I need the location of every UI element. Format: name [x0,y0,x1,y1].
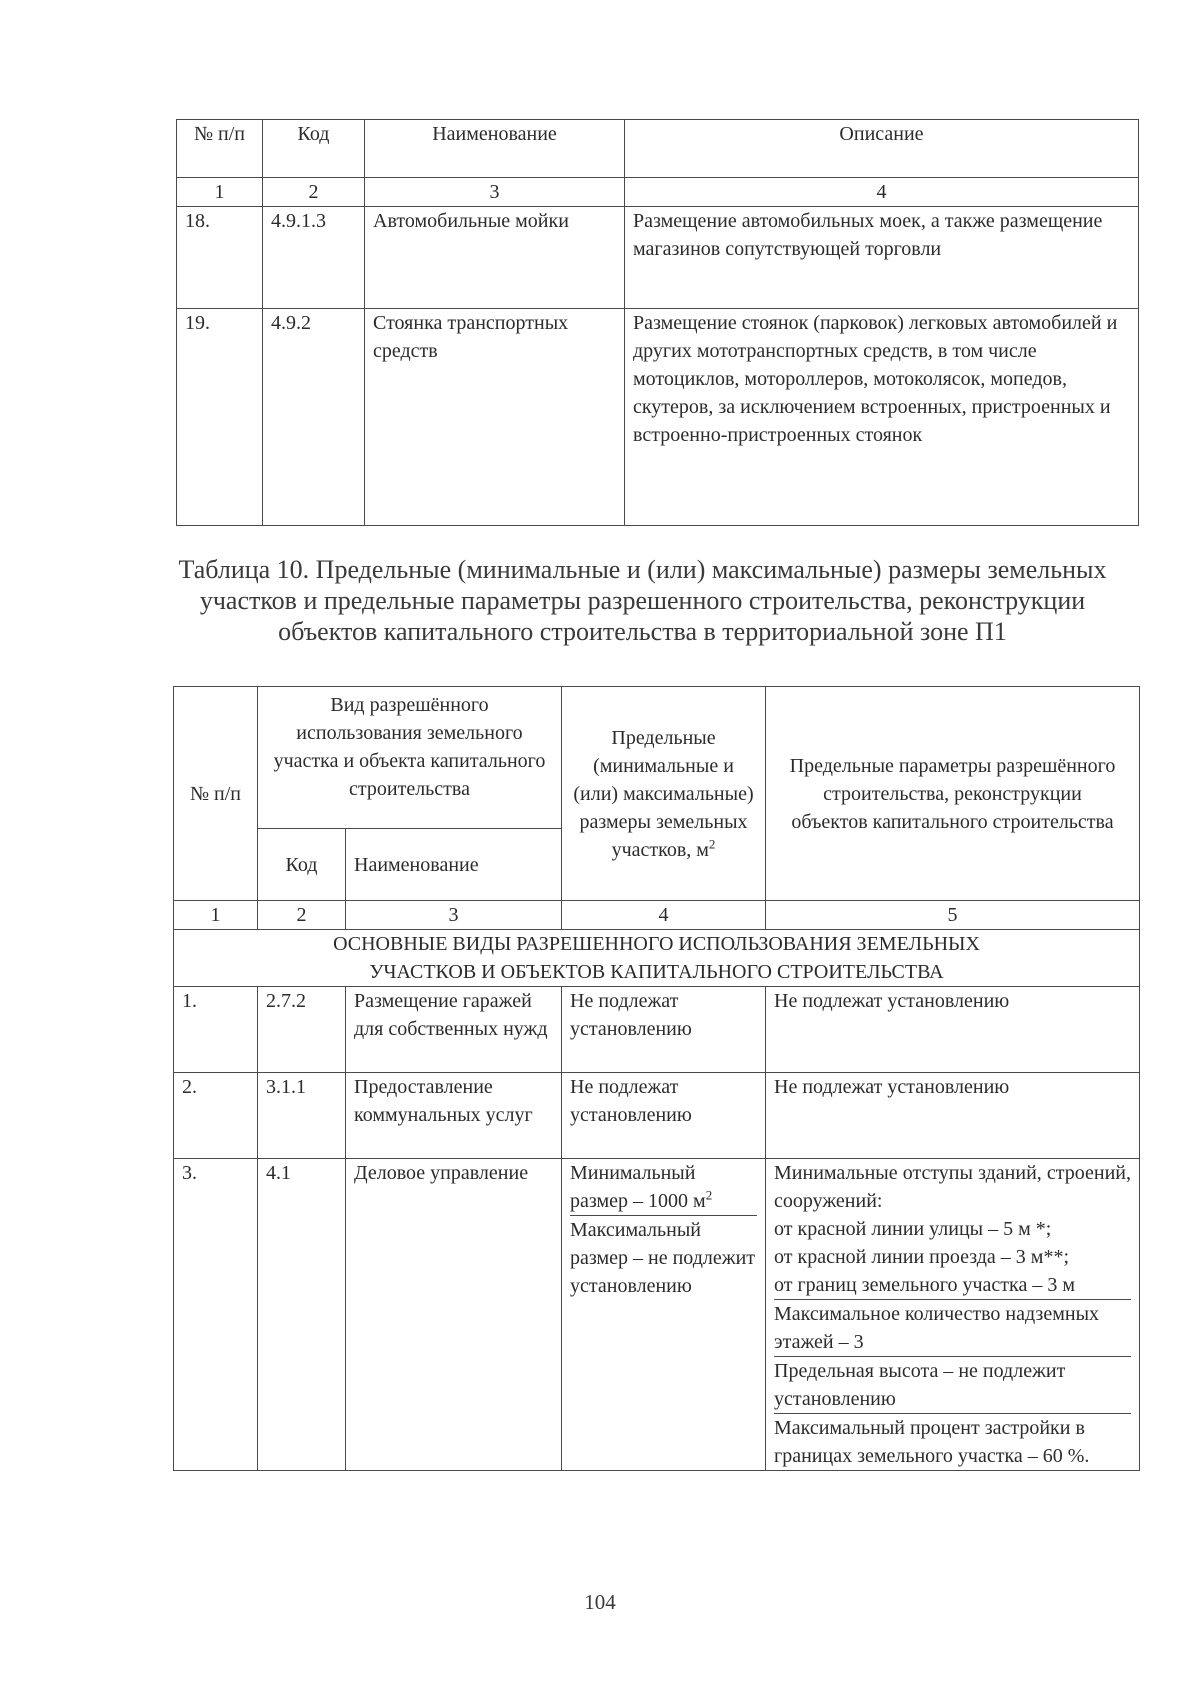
table-caption: Таблица 10. Предельные (минимальные и (или) максимальные) размеры земельных участков и предельные параметры разрешенного строительства, реконструкции объектов капитального строительства в территориальной зоне П1 [178,555,1107,646]
header-num: № п/п [174,687,258,901]
col-number: 4 [562,901,766,930]
table-row [177,207,1139,309]
col-number: 4 [625,178,1139,207]
sizes-subrow [570,1159,757,1216]
table-row [174,1159,1140,1471]
param-setbacks-line: от границ земельного участка – 3 м [774,1274,1075,1296]
row-sizes: Не подлежат установлению [562,1073,766,1159]
land-use-table-continued [176,119,1139,526]
size-max: Максимальный размер – не подлежит установлению [570,1219,756,1297]
limits-table [173,686,1140,1471]
row-num: 1. [174,987,258,1073]
row-num: 3. [174,1159,258,1471]
row-params [766,1159,1140,1471]
row-description: Размещение стоянок (парковок) легковых автомобилей и других мототранспортных средств, в том числе мотоциклов, мотороллеров, мотоколясок, мопедов, скутеров, за исключением встроенных, пристроенных и встроенно-пристроенных стоянок [625,309,1139,526]
table-row [177,309,1139,526]
header-params: Предельные параметры разрешённого строительства, реконструкции объектов капитального строительства [766,687,1140,901]
col-number: 1 [174,901,258,930]
row-code: 4.9.2 [263,309,365,526]
row-params: Не подлежат установлению [766,1073,1140,1159]
table2-header-row [174,687,1140,829]
table-row [174,1073,1140,1159]
table-row [174,987,1140,1073]
row-sizes: Не подлежат установлению [562,987,766,1073]
params-subrow [774,1300,1131,1357]
row-description: Размещение автомобильных моек, а также размещение магазинов сопутствующей торговли [625,207,1139,309]
table1-number-row [177,178,1139,207]
row-code: 4.1 [258,1159,346,1471]
row-name: Автомобильные мойки [365,207,625,309]
header-description: Описание [625,120,1139,178]
col-number: 3 [346,901,562,930]
param-setbacks [774,1159,1131,1300]
page-number: 104 [584,1590,616,1614]
table2-number-row [174,901,1140,930]
size-min-text: Минимальный размер – 1000 м [570,1162,706,1212]
param-setbacks-line: от красной линии улицы – 5 м *; [774,1218,1052,1240]
params-subtable [774,1159,1131,1470]
param-setbacks-line: Минимальные отступы зданий, строений, сооружений: [774,1162,1131,1212]
param-height: Предельная высота – не подлежит установлению [774,1357,1131,1414]
header-code: Код [263,120,365,178]
sizes-subtable [570,1159,757,1300]
col-number: 2 [258,901,346,930]
row-code: 4.9.1.3 [263,207,365,309]
col-number: 2 [263,178,365,207]
col-number: 1 [177,178,263,207]
section-title: ОСНОВНЫЕ ВИДЫ РАЗРЕШЕННОГО ИСПОЛЬЗОВАНИЯ ЗЕМЕЛЬНЫХ УЧАСТКОВ И ОБЪЕКТОВ КАПИТАЛЬНОГО СТРОИТЕЛЬСТВА [174,930,1140,987]
row-params: Не подлежат установлению [766,987,1140,1073]
params-subrow [774,1414,1131,1471]
row-num: 18. [177,207,263,309]
header-num: № п/п [177,120,263,178]
row-name: Предоставление коммунальных услуг [346,1073,562,1159]
section-row [174,930,1140,987]
col-number: 5 [766,901,1140,930]
params-subrow [774,1159,1131,1300]
header-sizes-sup: 2 [708,835,716,851]
row-num: 2. [174,1073,258,1159]
header-use-type: Вид разрешённого использования земельного участка и объекта капитального строительства [258,687,562,829]
row-code: 2.7.2 [258,987,346,1073]
row-name: Размещение гаражей для собственных нужд [346,987,562,1073]
header-name: Наименование [346,829,562,901]
row-name: Стоянка транспортных средств [365,309,625,526]
row-code: 3.1.1 [258,1073,346,1159]
row-name: Деловое управление [346,1159,562,1471]
header-sizes-text: Предельные (минимальные и (или) максимальные) размеры земельных участков, м [573,726,754,861]
table1-header-row [177,120,1139,178]
col-number: 3 [365,178,625,207]
param-setbacks-line: от красной линии проезда – 3 м**; [774,1246,1070,1268]
size-min-sup: 2 [705,1187,713,1203]
params-subrow [774,1357,1131,1414]
param-floors: Максимальное количество надземных этажей – 3 [774,1300,1131,1357]
header-sizes [562,687,766,901]
header-name: Наименование [365,120,625,178]
row-num: 19. [177,309,263,526]
param-coverage: Максимальный процент застройки в границах земельного участка – 60 %. [774,1417,1090,1467]
sizes-subrow [570,1216,757,1301]
row-sizes [562,1159,766,1471]
header-code: Код [258,829,346,901]
size-min [570,1159,757,1216]
